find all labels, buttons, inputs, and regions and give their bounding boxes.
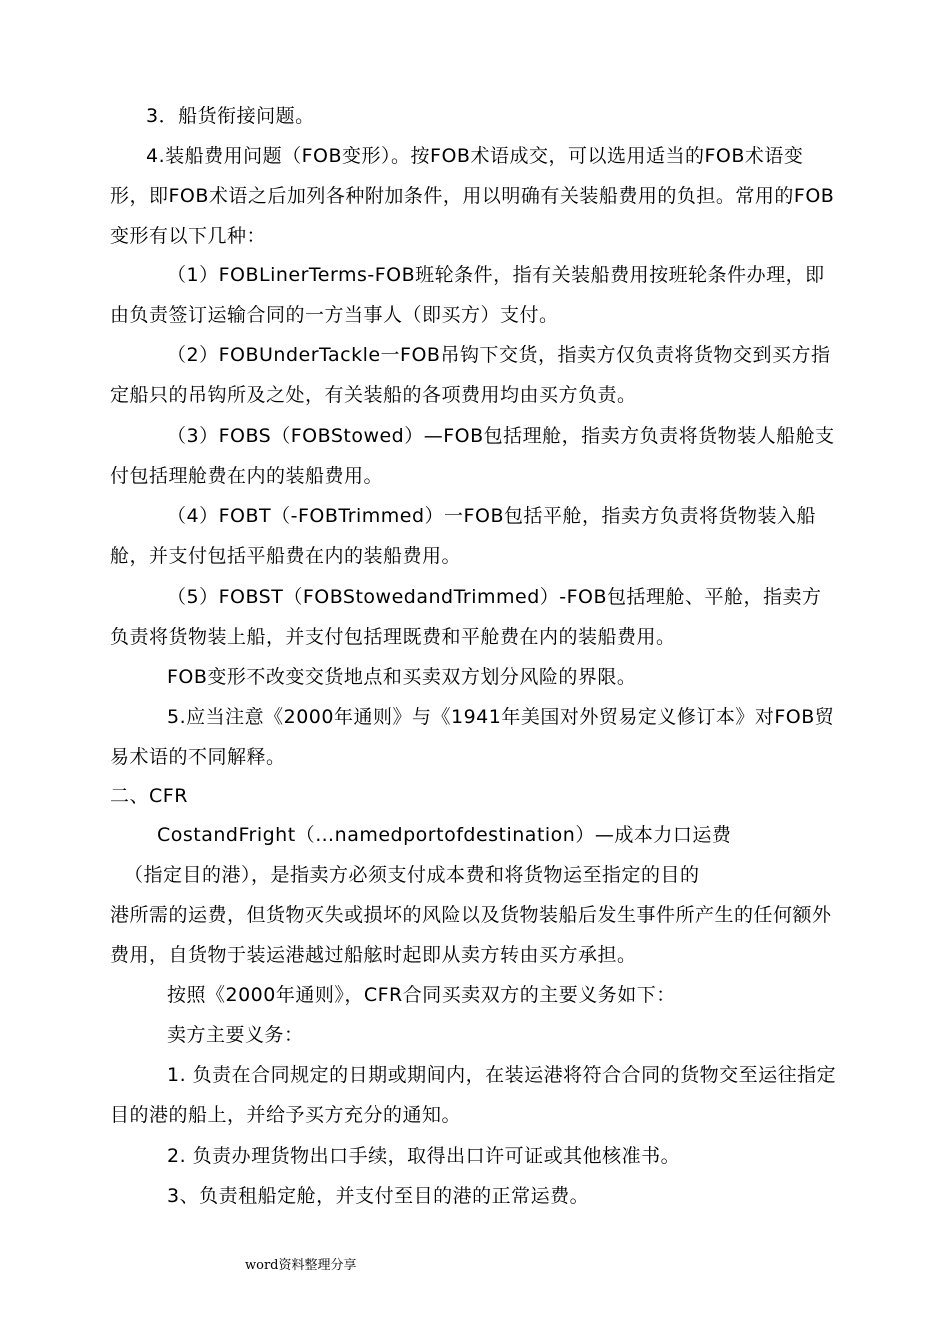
paragraph-cfr-obligations-intro: 按照《2000年通则》，CFR合同买卖双方的主要义务如下： [167, 984, 676, 1006]
paragraph-seller-obligation-1: 1. 负责在合同规定的日期或期间内，在装运港将符合合同的货物交至运往指定目的港的船上，并给予买方充分的通知。 [110, 1064, 837, 1126]
page-footer: word资料整理分享 [245, 1258, 357, 1273]
paragraph-fob-under-tackle: （2）FOBUnderTackle一FOB吊钩下交货，指卖方仅负责将货物交到买方指定船只的吊钩所及之处，有关装船的各项费用均由买方负责。 [110, 344, 831, 406]
paragraph-cfr-definition-rest: 港所需的运费，但货物灭失或损坏的风险以及货物装船后发生事件所产生的任何额外费用，自货物于装运港越过船舷时起即从卖方转由买方承担。 [110, 904, 832, 966]
paragraph-fobst-stowed-trimmed: （5）FOBST（FOBStowedandTrimmed）-FOB包括理舱、平舱，指卖方负责将货物装上船，并支付包括理既费和平舱费在内的装船费用。 [110, 586, 822, 648]
paragraph-5-incoterms-note: 5.应当注意《2000年通则》与《1941年美国对外贸易定义修订本》对FOB贸易术语的不同解释。 [110, 706, 835, 768]
paragraph-seller-obligation-3: 3、负责租船定舱，并支付至目的港的正常运费。 [167, 1185, 590, 1207]
paragraph-fob-liner-terms: （1）FOBLinerTerms-FOB班轮条件，指有关装船费用按班轮条件办理，即由负责签订运输合同的一方当事人（即买方）支付。 [110, 264, 825, 326]
paragraph-seller-obligation-2: 2. 负责办理货物出口手续，取得出口许可证或其他核准书。 [167, 1145, 681, 1167]
section-heading-cfr: 二、CFR [110, 785, 188, 807]
paragraph-cfr-definition-line2: （指定目的港），是指卖方必须支付成本费和将货物运至指定的目的 [124, 864, 700, 886]
paragraph-fobt-trimmed: （4）FOBT（-FOBTrimmed）一FOB包括平舱，指卖方负责将货物装入船舱，并支付包括平船费在内的装船费用。 [110, 505, 816, 567]
paragraph-fob-variation-note: FOB变形不改变交货地点和买卖双方划分风险的界限。 [167, 666, 637, 688]
paragraph-cfr-definition-line1: CostandFright（…namedportofdestination）—成本力口运费 [157, 824, 732, 846]
paragraph-4-loading-costs: 4.装船费用问题（FOB变形）。按FOB术语成交，可以选用适当的FOB术语变形，即FOB术语之后加列各种附加条件，用以明确有关装船费用的负担。常用的FOB变形有以下几种： [110, 145, 835, 247]
paragraph-fobs-stowed: （3）FOBS（FOBStowed）—FOB包括理舱，指卖方负责将货物装人船舱支付包括理舱费在内的装船费用。 [110, 425, 835, 487]
paragraph-seller-obligations-heading: 卖方主要义务： [167, 1024, 304, 1046]
paragraph-3-cargo-coordination: 3．船货衔接问题。 [146, 105, 315, 127]
